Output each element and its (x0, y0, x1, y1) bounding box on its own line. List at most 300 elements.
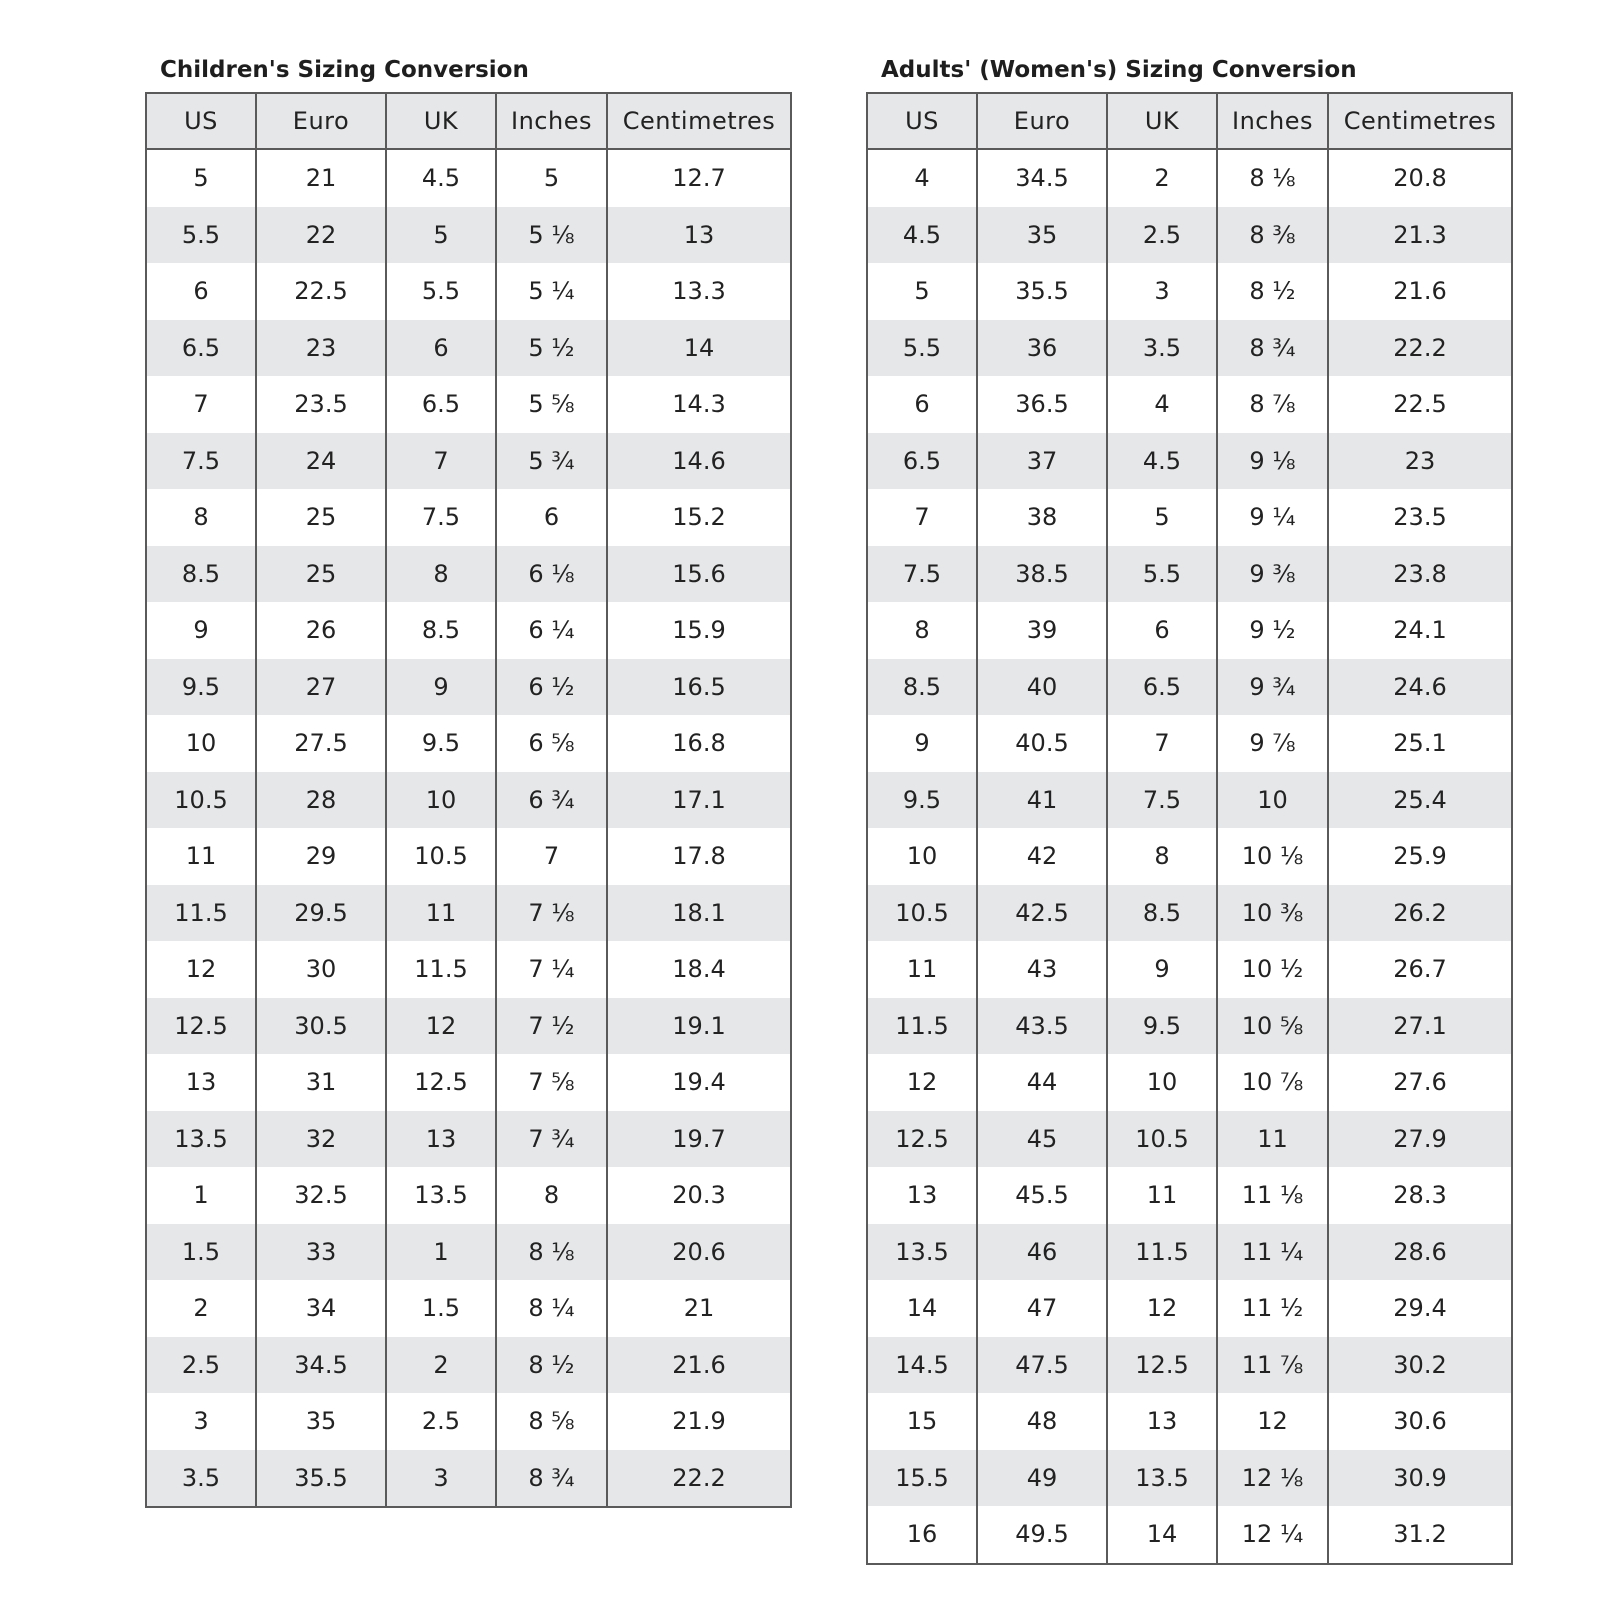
column-header-uk: UK (1107, 93, 1217, 149)
euro-size-cell: 32.5 (256, 1167, 386, 1224)
uk-size-cell: 13.5 (1107, 1450, 1217, 1507)
table-row (867, 1337, 1512, 1394)
euro-size-cell: 26 (256, 602, 386, 659)
table-row (146, 546, 791, 603)
centimetres-cell: 22.2 (607, 1450, 791, 1508)
adults-sizing-section (866, 48, 1513, 1565)
uk-size-cell: 8 (386, 546, 496, 603)
uk-size-cell: 10.5 (386, 828, 496, 885)
inches-cell: 8 ⅞ (1217, 376, 1328, 433)
column-header-euro: Euro (256, 93, 386, 149)
inches-cell: 8 ½ (1217, 263, 1328, 320)
us-size-cell: 11.5 (867, 998, 977, 1055)
us-size-cell: 13 (867, 1167, 977, 1224)
centimetres-cell: 23.5 (1328, 489, 1512, 546)
centimetres-cell: 21 (607, 1280, 791, 1337)
us-size-cell: 5.5 (146, 207, 256, 264)
table-row (146, 1167, 791, 1224)
inches-cell: 9 ½ (1217, 602, 1328, 659)
uk-size-cell: 3.5 (1107, 320, 1217, 377)
euro-size-cell: 24 (256, 433, 386, 490)
us-size-cell: 15.5 (867, 1450, 977, 1507)
inches-cell: 5 ⅛ (496, 207, 607, 264)
inches-cell: 9 ¾ (1217, 659, 1328, 716)
table-row (867, 1054, 1512, 1111)
us-size-cell: 13 (146, 1054, 256, 1111)
table-row (867, 828, 1512, 885)
euro-size-cell: 22.5 (256, 263, 386, 320)
us-size-cell: 2.5 (146, 1337, 256, 1394)
us-size-cell: 12.5 (146, 998, 256, 1055)
centimetres-cell: 30.9 (1328, 1450, 1512, 1507)
inches-cell: 5 ¼ (496, 263, 607, 320)
inches-cell: 7 ¼ (496, 941, 607, 998)
centimetres-cell: 23 (1328, 433, 1512, 490)
centimetres-cell: 21.6 (607, 1337, 791, 1394)
uk-size-cell: 2 (386, 1337, 496, 1394)
inches-cell: 8 ⅛ (496, 1224, 607, 1281)
euro-size-cell: 39 (977, 602, 1107, 659)
table-row (146, 885, 791, 942)
centimetres-cell: 15.2 (607, 489, 791, 546)
inches-cell: 9 ⅜ (1217, 546, 1328, 603)
table-row (146, 320, 791, 377)
table-row (146, 998, 791, 1055)
euro-size-cell: 33 (256, 1224, 386, 1281)
inches-cell: 6 ⅛ (496, 546, 607, 603)
inches-cell: 6 ¼ (496, 602, 607, 659)
inches-cell: 8 ¼ (496, 1280, 607, 1337)
us-size-cell: 8.5 (146, 546, 256, 603)
centimetres-cell: 17.8 (607, 828, 791, 885)
us-size-cell: 5.5 (867, 320, 977, 377)
euro-size-cell: 30 (256, 941, 386, 998)
centimetres-cell: 12.7 (607, 149, 791, 207)
us-size-cell: 3 (146, 1393, 256, 1450)
inches-cell: 6 ½ (496, 659, 607, 716)
us-size-cell: 4.5 (867, 207, 977, 264)
euro-size-cell: 40 (977, 659, 1107, 716)
inches-cell: 10 ⅜ (1217, 885, 1328, 942)
uk-size-cell: 1 (386, 1224, 496, 1281)
table-row (867, 1111, 1512, 1168)
column-header-euro: Euro (977, 93, 1107, 149)
table-row (146, 263, 791, 320)
us-size-cell: 13.5 (146, 1111, 256, 1168)
uk-size-cell: 9.5 (386, 715, 496, 772)
table-row (867, 998, 1512, 1055)
adults-sizing-table (866, 92, 1513, 1565)
centimetres-cell: 13 (607, 207, 791, 264)
uk-size-cell: 4.5 (386, 149, 496, 207)
centimetres-cell: 16.8 (607, 715, 791, 772)
uk-size-cell: 9.5 (1107, 998, 1217, 1055)
table-header-row (146, 93, 791, 149)
centimetres-cell: 14.3 (607, 376, 791, 433)
euro-size-cell: 29.5 (256, 885, 386, 942)
uk-size-cell: 6.5 (386, 376, 496, 433)
us-size-cell: 12.5 (867, 1111, 977, 1168)
euro-size-cell: 38 (977, 489, 1107, 546)
children-table-body (146, 149, 791, 1507)
euro-size-cell: 40.5 (977, 715, 1107, 772)
table-row (867, 885, 1512, 942)
us-size-cell: 10 (867, 828, 977, 885)
euro-size-cell: 35.5 (256, 1450, 386, 1508)
us-size-cell: 5 (867, 263, 977, 320)
table-row (867, 149, 1512, 207)
euro-size-cell: 35.5 (977, 263, 1107, 320)
us-size-cell: 12 (146, 941, 256, 998)
inches-cell: 8 ¾ (496, 1450, 607, 1508)
uk-size-cell: 5.5 (386, 263, 496, 320)
uk-size-cell: 5 (1107, 489, 1217, 546)
uk-size-cell: 9 (1107, 941, 1217, 998)
us-size-cell: 7.5 (867, 546, 977, 603)
centimetres-cell: 20.8 (1328, 149, 1512, 207)
euro-size-cell: 22 (256, 207, 386, 264)
us-size-cell: 1.5 (146, 1224, 256, 1281)
centimetres-cell: 22.2 (1328, 320, 1512, 377)
us-size-cell: 9 (867, 715, 977, 772)
table-row (867, 376, 1512, 433)
centimetres-cell: 25.1 (1328, 715, 1512, 772)
euro-size-cell: 27 (256, 659, 386, 716)
euro-size-cell: 34.5 (256, 1337, 386, 1394)
inches-cell: 9 ⅛ (1217, 433, 1328, 490)
centimetres-cell: 18.1 (607, 885, 791, 942)
column-header-centimetres: Centimetres (607, 93, 791, 149)
inches-cell: 11 ¼ (1217, 1224, 1328, 1281)
euro-size-cell: 21 (256, 149, 386, 207)
us-size-cell: 8.5 (867, 659, 977, 716)
table-row (146, 659, 791, 716)
euro-size-cell: 36.5 (977, 376, 1107, 433)
table-row (146, 207, 791, 264)
table-row (146, 433, 791, 490)
children-sizing-section (145, 48, 792, 1508)
uk-size-cell: 2.5 (386, 1393, 496, 1450)
centimetres-cell: 21.9 (607, 1393, 791, 1450)
euro-size-cell: 30.5 (256, 998, 386, 1055)
centimetres-cell: 23.8 (1328, 546, 1512, 603)
uk-size-cell: 13 (386, 1111, 496, 1168)
table-row (146, 1337, 791, 1394)
inches-cell: 6 (496, 489, 607, 546)
us-size-cell: 13.5 (867, 1224, 977, 1281)
centimetres-cell: 27.9 (1328, 1111, 1512, 1168)
euro-size-cell: 25 (256, 489, 386, 546)
uk-size-cell: 7.5 (1107, 772, 1217, 829)
table-row (867, 263, 1512, 320)
inches-cell: 10 ⅞ (1217, 1054, 1328, 1111)
table-row (146, 1393, 791, 1450)
table-row (867, 1167, 1512, 1224)
uk-size-cell: 2.5 (1107, 207, 1217, 264)
table-row (867, 715, 1512, 772)
uk-size-cell: 11 (386, 885, 496, 942)
euro-size-cell: 25 (256, 546, 386, 603)
euro-size-cell: 43 (977, 941, 1107, 998)
centimetres-cell: 25.4 (1328, 772, 1512, 829)
us-size-cell: 9 (146, 602, 256, 659)
centimetres-cell: 14.6 (607, 433, 791, 490)
inches-cell: 7 ¾ (496, 1111, 607, 1168)
inches-cell: 10 ⅝ (1217, 998, 1328, 1055)
euro-size-cell: 48 (977, 1393, 1107, 1450)
euro-size-cell: 42 (977, 828, 1107, 885)
euro-size-cell: 34.5 (977, 149, 1107, 207)
table-row (146, 1280, 791, 1337)
centimetres-cell: 21.6 (1328, 263, 1512, 320)
inches-cell: 11 ⅛ (1217, 1167, 1328, 1224)
euro-size-cell: 49 (977, 1450, 1107, 1507)
uk-size-cell: 11 (1107, 1167, 1217, 1224)
centimetres-cell: 30.2 (1328, 1337, 1512, 1394)
inches-cell: 8 (496, 1167, 607, 1224)
table-row (867, 1506, 1512, 1564)
inches-cell: 5 ½ (496, 320, 607, 377)
us-size-cell: 14.5 (867, 1337, 977, 1394)
euro-size-cell: 43.5 (977, 998, 1107, 1055)
uk-size-cell: 3 (386, 1450, 496, 1508)
us-size-cell: 11 (867, 941, 977, 998)
centimetres-cell: 27.1 (1328, 998, 1512, 1055)
centimetres-cell: 29.4 (1328, 1280, 1512, 1337)
table-row (146, 772, 791, 829)
uk-size-cell: 11.5 (386, 941, 496, 998)
centimetres-cell: 19.1 (607, 998, 791, 1055)
inches-cell: 12 ¼ (1217, 1506, 1328, 1564)
centimetres-cell: 14 (607, 320, 791, 377)
table-row (867, 1224, 1512, 1281)
table-row (146, 1224, 791, 1281)
centimetres-cell: 25.9 (1328, 828, 1512, 885)
centimetres-cell: 16.5 (607, 659, 791, 716)
centimetres-cell: 21.3 (1328, 207, 1512, 264)
euro-size-cell: 42.5 (977, 885, 1107, 942)
centimetres-cell: 15.6 (607, 546, 791, 603)
table-row (867, 659, 1512, 716)
uk-size-cell: 11.5 (1107, 1224, 1217, 1281)
uk-size-cell: 10 (386, 772, 496, 829)
us-size-cell: 6 (146, 263, 256, 320)
table-row (146, 1111, 791, 1168)
centimetres-cell: 20.3 (607, 1167, 791, 1224)
euro-size-cell: 29 (256, 828, 386, 885)
centimetres-cell: 28.3 (1328, 1167, 1512, 1224)
inches-cell: 11 ½ (1217, 1280, 1328, 1337)
inches-cell: 7 (496, 828, 607, 885)
us-size-cell: 3.5 (146, 1450, 256, 1508)
centimetres-cell: 17.1 (607, 772, 791, 829)
uk-size-cell: 13.5 (386, 1167, 496, 1224)
uk-size-cell: 10 (1107, 1054, 1217, 1111)
uk-size-cell: 12 (1107, 1280, 1217, 1337)
inches-cell: 10 ⅛ (1217, 828, 1328, 885)
euro-size-cell: 44 (977, 1054, 1107, 1111)
uk-size-cell: 5.5 (1107, 546, 1217, 603)
table-row (867, 1393, 1512, 1450)
centimetres-cell: 20.6 (607, 1224, 791, 1281)
us-size-cell: 6.5 (867, 433, 977, 490)
us-size-cell: 10.5 (146, 772, 256, 829)
euro-size-cell: 46 (977, 1224, 1107, 1281)
centimetres-cell: 24.6 (1328, 659, 1512, 716)
uk-size-cell: 7 (1107, 715, 1217, 772)
uk-size-cell: 5 (386, 207, 496, 264)
inches-cell: 6 ⅝ (496, 715, 607, 772)
inches-cell: 5 (496, 149, 607, 207)
us-size-cell: 1 (146, 1167, 256, 1224)
inches-cell: 7 ½ (496, 998, 607, 1055)
us-size-cell: 7 (146, 376, 256, 433)
euro-size-cell: 45.5 (977, 1167, 1107, 1224)
centimetres-cell: 18.4 (607, 941, 791, 998)
uk-size-cell: 7.5 (386, 489, 496, 546)
adults-table-body (867, 149, 1512, 1564)
inches-cell: 8 ⅜ (1217, 207, 1328, 264)
centimetres-cell: 30.6 (1328, 1393, 1512, 1450)
us-size-cell: 4 (867, 149, 977, 207)
inches-cell: 9 ⅞ (1217, 715, 1328, 772)
inches-cell: 6 ¾ (496, 772, 607, 829)
euro-size-cell: 35 (977, 207, 1107, 264)
table-row (146, 828, 791, 885)
table-row (146, 489, 791, 546)
inches-cell: 8 ⅝ (496, 1393, 607, 1450)
us-size-cell: 8 (867, 602, 977, 659)
us-size-cell: 10 (146, 715, 256, 772)
table-header-row (867, 93, 1512, 149)
column-header-uk: UK (386, 93, 496, 149)
uk-size-cell: 2 (1107, 149, 1217, 207)
us-size-cell: 11 (146, 828, 256, 885)
euro-size-cell: 47 (977, 1280, 1107, 1337)
uk-size-cell: 7 (386, 433, 496, 490)
column-header-inches: Inches (1217, 93, 1328, 149)
table-row (146, 149, 791, 207)
uk-size-cell: 6.5 (1107, 659, 1217, 716)
us-size-cell: 6.5 (146, 320, 256, 377)
uk-size-cell: 6 (386, 320, 496, 377)
table-row (146, 715, 791, 772)
inches-cell: 11 (1217, 1111, 1328, 1168)
inches-cell: 5 ¾ (496, 433, 607, 490)
column-header-us: US (867, 93, 977, 149)
us-size-cell: 9.5 (867, 772, 977, 829)
table-row (146, 1054, 791, 1111)
column-header-centimetres: Centimetres (1328, 93, 1512, 149)
table-row (146, 602, 791, 659)
us-size-cell: 16 (867, 1506, 977, 1564)
centimetres-cell: 26.7 (1328, 941, 1512, 998)
us-size-cell: 11.5 (146, 885, 256, 942)
table-row (867, 941, 1512, 998)
uk-size-cell: 4 (1107, 376, 1217, 433)
centimetres-cell: 19.7 (607, 1111, 791, 1168)
euro-size-cell: 32 (256, 1111, 386, 1168)
us-size-cell: 10.5 (867, 885, 977, 942)
table-row (867, 433, 1512, 490)
us-size-cell: 7.5 (146, 433, 256, 490)
euro-size-cell: 28 (256, 772, 386, 829)
uk-size-cell: 9 (386, 659, 496, 716)
euro-size-cell: 31 (256, 1054, 386, 1111)
euro-size-cell: 38.5 (977, 546, 1107, 603)
inches-cell: 10 (1217, 772, 1328, 829)
column-header-inches: Inches (496, 93, 607, 149)
uk-size-cell: 8.5 (1107, 885, 1217, 942)
centimetres-cell: 24.1 (1328, 602, 1512, 659)
inches-cell: 9 ¼ (1217, 489, 1328, 546)
inches-cell: 10 ½ (1217, 941, 1328, 998)
us-size-cell: 2 (146, 1280, 256, 1337)
euro-size-cell: 35 (256, 1393, 386, 1450)
inches-cell: 7 ⅛ (496, 885, 607, 942)
uk-size-cell: 1.5 (386, 1280, 496, 1337)
euro-size-cell: 41 (977, 772, 1107, 829)
centimetres-cell: 26.2 (1328, 885, 1512, 942)
table-row (867, 1280, 1512, 1337)
euro-size-cell: 36 (977, 320, 1107, 377)
us-size-cell: 9.5 (146, 659, 256, 716)
centimetres-cell: 27.6 (1328, 1054, 1512, 1111)
uk-size-cell: 14 (1107, 1506, 1217, 1564)
uk-size-cell: 8.5 (386, 602, 496, 659)
uk-size-cell: 13 (1107, 1393, 1217, 1450)
euro-size-cell: 27.5 (256, 715, 386, 772)
inches-cell: 8 ⅛ (1217, 149, 1328, 207)
children-sizing-table (145, 92, 792, 1508)
euro-size-cell: 37 (977, 433, 1107, 490)
uk-size-cell: 10.5 (1107, 1111, 1217, 1168)
table-row (867, 207, 1512, 264)
table-row (867, 602, 1512, 659)
inches-cell: 5 ⅝ (496, 376, 607, 433)
euro-size-cell: 47.5 (977, 1337, 1107, 1394)
inches-cell: 12 ⅛ (1217, 1450, 1328, 1507)
table-row (867, 320, 1512, 377)
table-row (146, 941, 791, 998)
euro-size-cell: 23.5 (256, 376, 386, 433)
uk-size-cell: 3 (1107, 263, 1217, 320)
euro-size-cell: 45 (977, 1111, 1107, 1168)
uk-size-cell: 4.5 (1107, 433, 1217, 490)
uk-size-cell: 12.5 (386, 1054, 496, 1111)
table-row (146, 1450, 791, 1508)
table-row (867, 489, 1512, 546)
uk-size-cell: 6 (1107, 602, 1217, 659)
table-row (867, 772, 1512, 829)
table-row (867, 546, 1512, 603)
us-size-cell: 8 (146, 489, 256, 546)
centimetres-cell: 13.3 (607, 263, 791, 320)
us-size-cell: 7 (867, 489, 977, 546)
children-table-title: Children's Sizing Conversion (160, 57, 529, 83)
us-size-cell: 15 (867, 1393, 977, 1450)
inches-cell: 12 (1217, 1393, 1328, 1450)
uk-size-cell: 12 (386, 998, 496, 1055)
inches-cell: 8 ¾ (1217, 320, 1328, 377)
centimetres-cell: 15.9 (607, 602, 791, 659)
table-row (146, 376, 791, 433)
adults-table-title: Adults' (Women's) Sizing Conversion (881, 57, 1357, 83)
centimetres-cell: 19.4 (607, 1054, 791, 1111)
euro-size-cell: 49.5 (977, 1506, 1107, 1564)
centimetres-cell: 28.6 (1328, 1224, 1512, 1281)
inches-cell: 11 ⅞ (1217, 1337, 1328, 1394)
